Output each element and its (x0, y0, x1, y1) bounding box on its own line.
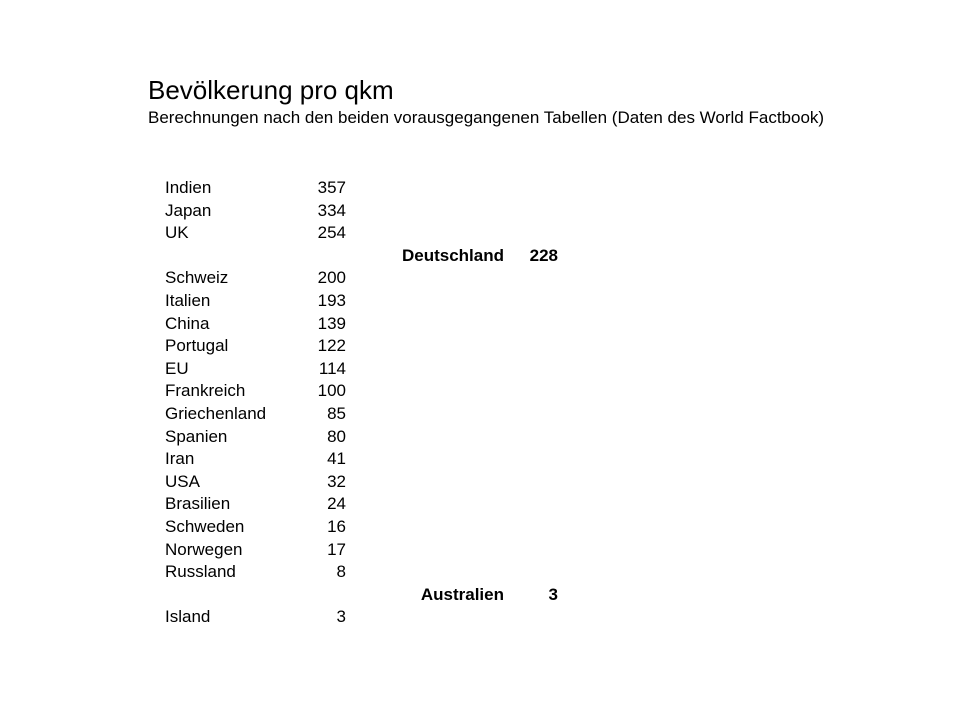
row-value: 200 (317, 268, 346, 288)
row-country: Schweden (165, 517, 245, 536)
row-country: UK (165, 223, 189, 243)
row-value: 3 (548, 584, 558, 604)
row-value: 24 (327, 494, 346, 514)
slide-title: Bevölkerung pro qkm (148, 75, 394, 105)
row-value: 122 (317, 336, 346, 356)
row-country: EU (165, 358, 189, 378)
row-value: 80 (327, 426, 346, 446)
row-value: 100 (317, 381, 346, 401)
row-value: 16 (327, 517, 346, 536)
row-value: 17 (327, 539, 346, 559)
row-country: Indien (165, 178, 212, 197)
row-country: Deutschland (401, 245, 504, 265)
row-country: Italien (165, 291, 211, 310)
row-value: 139 (317, 313, 346, 333)
row-value: 357 (317, 178, 346, 197)
row-value: 193 (317, 291, 346, 310)
row-value: 41 (327, 449, 346, 469)
row-country: China (165, 313, 210, 333)
row-value: 32 (327, 471, 346, 491)
row-country: Island (165, 607, 211, 627)
row-value: 85 (327, 404, 346, 423)
row-value: 228 (529, 245, 558, 265)
row-country: Iran (165, 449, 195, 469)
row-country: Frankreich (165, 381, 246, 401)
row-value: 334 (317, 200, 346, 220)
row-value: 254 (317, 223, 346, 243)
row-value: 3 (336, 607, 346, 627)
slide-subtitle: Berechnungen nach den beiden vorausgegangenen Tabellen (Daten des World Factbook) (148, 108, 825, 127)
row-country: Norwegen (165, 539, 243, 559)
row-country: Portugal (165, 336, 229, 356)
row-value: 8 (336, 562, 346, 582)
row-country: Spanien (165, 426, 228, 446)
row-country: Schweiz (165, 268, 229, 288)
row-country: Australien (420, 584, 504, 604)
row-country: Japan (165, 200, 212, 220)
row-country: Brasilien (165, 494, 231, 514)
row-value: 114 (318, 358, 346, 378)
row-country: Griechenland (165, 404, 267, 423)
row-country: Russland (165, 562, 236, 582)
row-country: USA (165, 471, 200, 491)
